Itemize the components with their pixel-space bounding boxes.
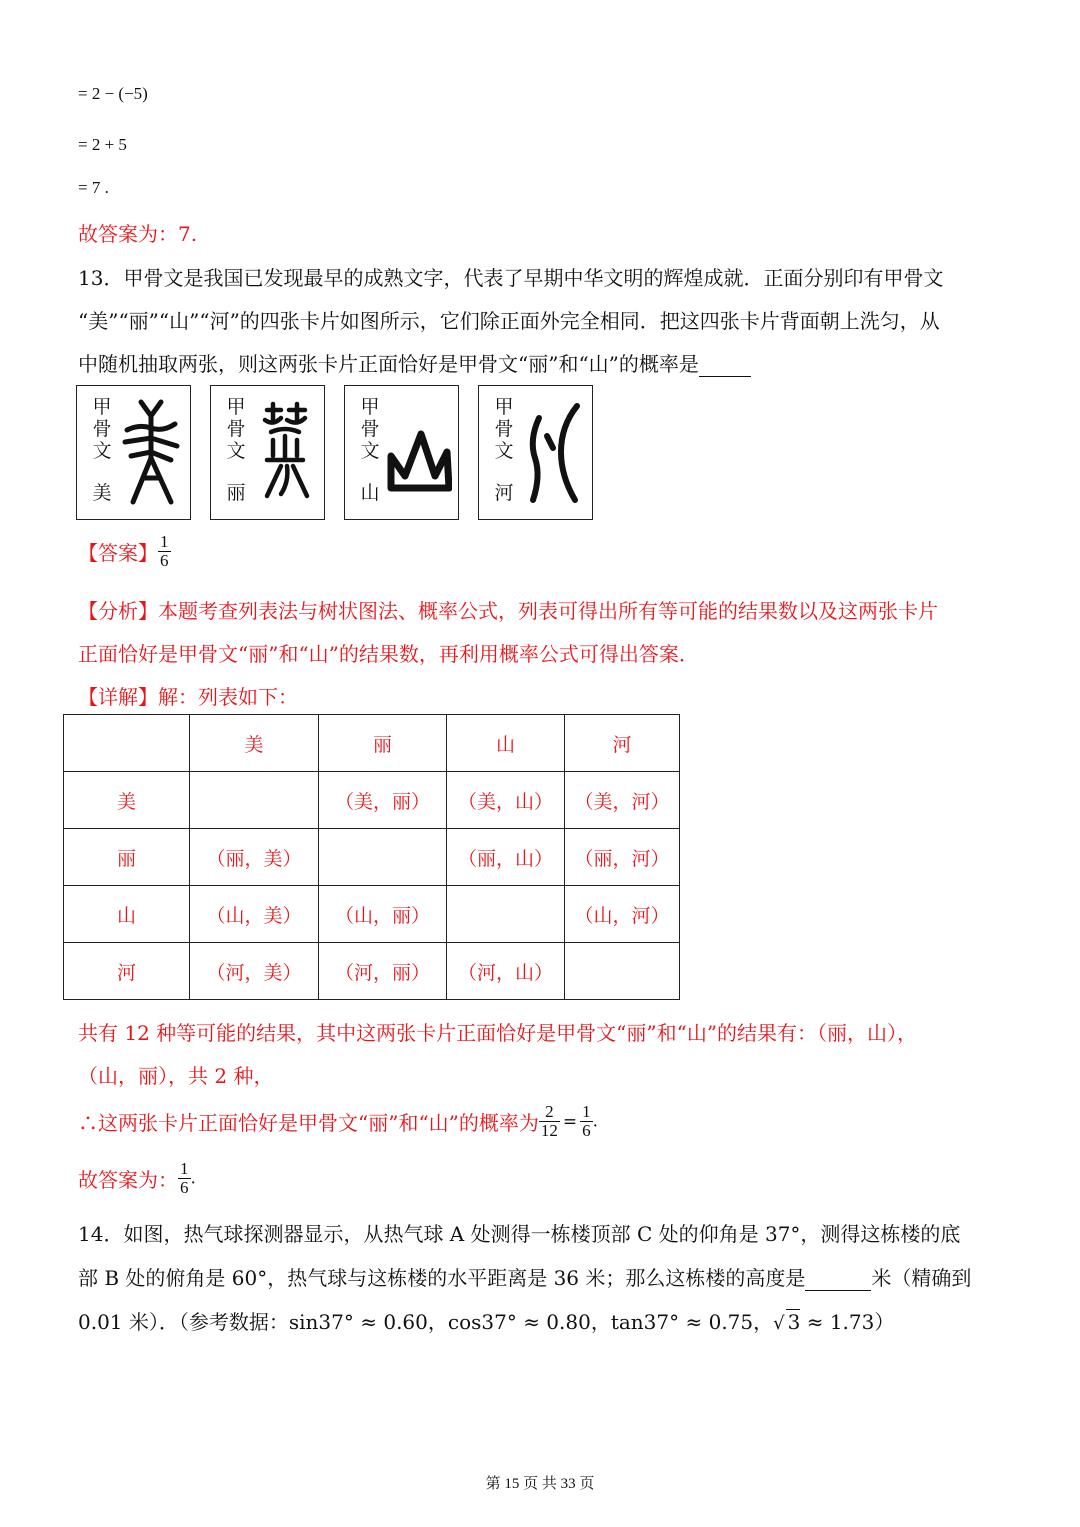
q14-text-line-2: 部 B 处的俯角是 60°，热气球与这栋楼的水平距离是 36 米；那么这栋楼的高度是 米（精确到 (78, 1266, 972, 1290)
table-cell: 丽 (319, 715, 447, 772)
table-cell: （河，山） (447, 943, 565, 1000)
outcome-table (63, 714, 680, 1000)
detail-heading: 【详解】解：列表如下： (78, 685, 298, 709)
card-vertical-label: 甲 骨 文 (226, 396, 246, 462)
table-row (64, 829, 680, 886)
table-row (64, 886, 680, 943)
table-cell (447, 886, 565, 943)
table-cell: 山 (447, 715, 565, 772)
final-period: . (190, 1168, 196, 1189)
card-name: 美 (92, 482, 112, 504)
q13-answer (78, 533, 171, 570)
table-cell: （河，丽） (319, 943, 447, 1000)
table-header-row (64, 715, 680, 772)
card-li (210, 385, 325, 520)
q13-text-line-1: 13．甲骨文是我国已发现最早的成熟文字，代表了早期中华文明的辉煌成就．正面分别印有甲骨文 (78, 266, 944, 290)
final-answer (78, 1160, 196, 1197)
table-cell: 河 (565, 715, 680, 772)
table-row (64, 943, 680, 1000)
analysis-line-2: 正面恰好是甲骨文“丽”和“山”的结果数，再利用概率公式可得出答案． (78, 642, 699, 666)
calc-line-2: = 2 + 5 (78, 135, 127, 154)
oracle-shan-glyph-icon (387, 396, 452, 508)
sqrt-radicand: 3 (787, 1310, 801, 1334)
answer-fraction: $\frac{1}{6}$ (160, 532, 169, 570)
table-cell (64, 715, 190, 772)
table-cell: （丽，山） (447, 829, 565, 886)
therefore-text: ∴这两张卡片正面恰好是甲骨文“丽”和“山”的概率为 (78, 1111, 539, 1135)
card-vertical-label: 甲 骨 文 (92, 396, 112, 462)
table-cell: 河 (64, 943, 190, 1000)
fraction-2-12: $\frac{2}{12}$ (540, 1102, 558, 1140)
table-cell: 美 (190, 715, 319, 772)
card-name: 河 (494, 482, 514, 504)
calc-line-3: = 7 . (78, 178, 109, 197)
table-cell: （丽，河） (565, 829, 680, 886)
table-cell: （山，丽） (319, 886, 447, 943)
equals-sign: = (562, 1111, 578, 1132)
table-cell: （河，美） (190, 943, 319, 1000)
answer-label: 【答案】 (78, 541, 158, 565)
table-cell: 丽 (64, 829, 190, 886)
answer-blank (699, 352, 751, 377)
card-vertical-label: 甲 骨 文 (494, 396, 514, 462)
result-line-2: （山，丽），共 2 种， (78, 1064, 274, 1088)
answer-blank (805, 1266, 871, 1291)
sqrt-icon: √ (773, 1313, 785, 1334)
fraction-1-6: $\frac{1}{6}$ (582, 1102, 591, 1140)
card-vertical-label: 甲 骨 文 (360, 396, 380, 462)
table-cell (190, 772, 319, 829)
table-cell: （丽，美） (190, 829, 319, 886)
final-label: 故答案为： (78, 1168, 178, 1192)
table-cell: （山，美） (190, 886, 319, 943)
oracle-li-glyph-icon (253, 396, 318, 508)
q13-text-line-3 (78, 348, 751, 377)
table-cell (319, 829, 447, 886)
card-shan (344, 385, 459, 520)
oracle-mei-glyph-icon (119, 396, 184, 508)
table-row (64, 772, 680, 829)
card-name: 山 (360, 482, 380, 504)
table-cell: （山，河） (565, 886, 680, 943)
q14-text-line-3: 0.01 米）．（参考数据：sin37° ≈ 0.60，cos37° ≈ 0.80，tan37° ≈ 0.75，√ 3 ≈ 1.73） (78, 1310, 895, 1334)
q14-text-line-1: 14．如图，热气球探测器显示，从热气球 A 处测得一栋楼顶部 C 处的仰角是 37°，测得这栋楼的底 (78, 1222, 961, 1246)
page-footer: 第 15 页 共 33 页 (485, 1476, 595, 1492)
final-fraction: $\frac{1}{6}$ (180, 1159, 189, 1197)
table-cell: （美，丽） (319, 772, 447, 829)
therefore-line (78, 1103, 598, 1140)
q13-text-line-2: “美”“丽”“山”“河”的四张卡片如图所示，它们除正面外完全相同．把这四张卡片背面朝上洗匀，从 (78, 309, 940, 333)
analysis-line-1: 【分析】本题考查列表法与树状图法、概率公式，列表可得出所有等可能的结果数以及这两张卡片 (78, 599, 938, 623)
calc-line-1: = 2 − (−5) (78, 84, 148, 103)
card-mei (76, 385, 191, 520)
q12-answer: 故答案为：7. (78, 222, 198, 246)
oracle-he-glyph-icon (521, 396, 586, 508)
card-he (478, 385, 593, 520)
period: . (592, 1111, 599, 1132)
table-cell: （美，山） (447, 772, 565, 829)
card-name: 丽 (226, 482, 246, 504)
table-cell: 山 (64, 886, 190, 943)
table-cell: （美，河） (565, 772, 680, 829)
table-cell: 美 (64, 772, 190, 829)
result-line-1: 共有 12 种等可能的结果，其中这两张卡片正面恰好是甲骨文“丽”和“山”的结果有：（丽，山）， (78, 1021, 918, 1045)
table-cell (565, 943, 680, 1000)
q13-text-line-3-text: 中随机抽取两张，则这两张卡片正面恰好是甲骨文“丽”和“山”的概率是 (78, 352, 699, 376)
